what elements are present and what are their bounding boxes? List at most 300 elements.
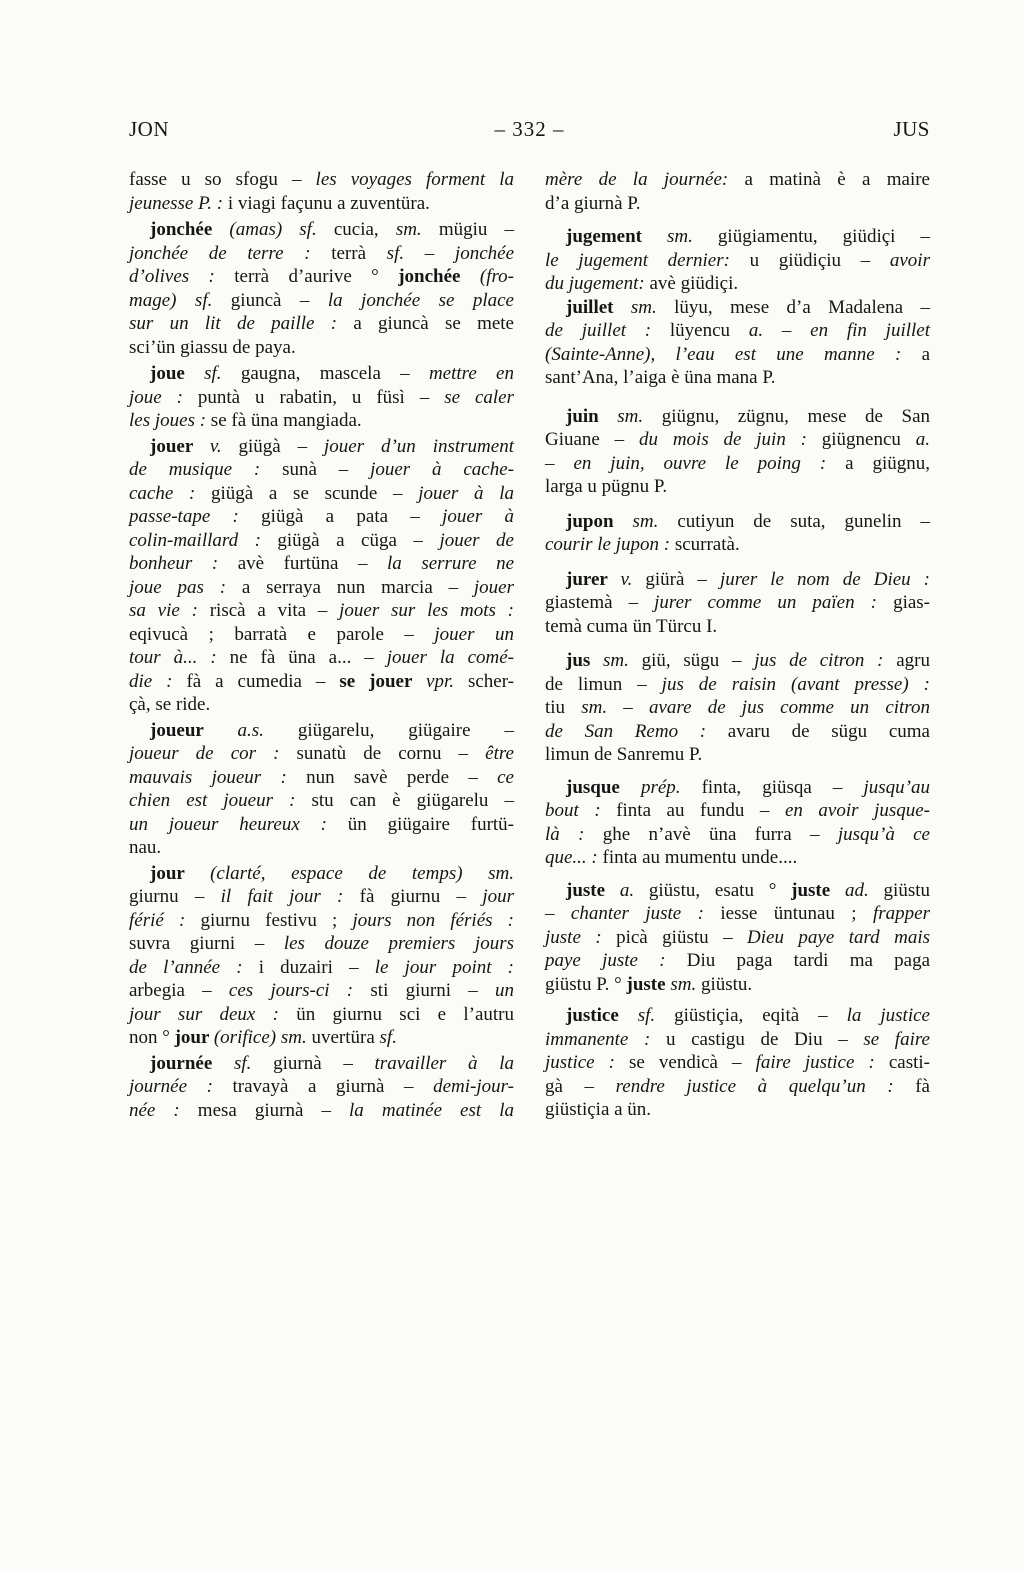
text-columns bbox=[129, 168, 930, 1122]
headword: jupon bbox=[566, 510, 633, 532]
text-segment: giügà a pata – bbox=[261, 506, 443, 527]
text-segment: u giüdiçiu – bbox=[749, 249, 890, 271]
text-segment: là : bbox=[545, 823, 603, 845]
text-segment: terrà d’aurive ° bbox=[234, 266, 399, 287]
text-segment: jonchée bbox=[454, 242, 514, 264]
text-segment: d’a giurnà P. bbox=[545, 192, 641, 214]
text-segment: temà cuma ün Türcu I. bbox=[545, 615, 718, 637]
text-segment: jus de raisin (avant presse) : bbox=[661, 673, 930, 695]
left-column bbox=[129, 168, 514, 1122]
text-segment: – bbox=[424, 242, 455, 264]
headword: jour bbox=[174, 1027, 214, 1048]
text-line bbox=[129, 909, 514, 933]
text-segment: joue : bbox=[129, 386, 198, 408]
text-segment: giastemà – bbox=[545, 592, 655, 613]
text-segment: jouer à la bbox=[418, 482, 514, 504]
text-segment: a. bbox=[748, 320, 782, 341]
text-line bbox=[129, 623, 514, 647]
text-segment: frapper bbox=[872, 903, 930, 924]
text-segment: a bbox=[921, 343, 930, 365]
text-segment: (Sainte-Anne), l’eau est une manne : bbox=[545, 343, 922, 365]
text-segment: finta au fundu – bbox=[616, 800, 785, 821]
text-segment: a. bbox=[619, 879, 649, 901]
text-line bbox=[545, 343, 930, 367]
text-segment: v. bbox=[620, 568, 646, 590]
text-line bbox=[129, 813, 514, 837]
text-segment: (orifice) sm. bbox=[213, 1027, 312, 1048]
text-segment: la matinée est la bbox=[349, 1099, 514, 1121]
text-segment: cache : bbox=[129, 482, 212, 504]
headword: joueur bbox=[150, 719, 238, 741]
headword: justice bbox=[566, 1005, 638, 1026]
text-line bbox=[129, 576, 514, 600]
text-segment: sti giurni – bbox=[370, 980, 495, 1001]
text-segment: ce bbox=[497, 766, 514, 788]
text-segment: la justice bbox=[846, 1005, 930, 1026]
text-line bbox=[129, 218, 514, 242]
text-segment: jour bbox=[482, 886, 515, 907]
text-line bbox=[545, 799, 930, 823]
text-line bbox=[129, 1075, 514, 1099]
text-segment: sur un lit de paille : bbox=[129, 313, 354, 334]
text-line bbox=[129, 312, 514, 336]
text-line bbox=[129, 505, 514, 529]
text-segment: fà a cumedia – bbox=[186, 670, 340, 692]
text-segment: jours non fériés : bbox=[352, 909, 514, 931]
text-segment: juste : bbox=[545, 926, 617, 948]
text-line bbox=[545, 879, 930, 903]
text-segment: passe-tape : bbox=[129, 506, 262, 527]
dictionary-entry bbox=[129, 435, 514, 717]
text-segment: – bbox=[623, 697, 649, 718]
text-segment: sm. bbox=[667, 226, 718, 247]
text-segment: le jugement dernier: bbox=[545, 249, 750, 271]
text-segment: giügnencu bbox=[821, 429, 916, 450]
headword: joue bbox=[150, 363, 205, 384]
text-segment: jus de citron : bbox=[754, 650, 897, 671]
text-segment: Diu paga tardi ma paga bbox=[686, 950, 931, 971]
text-segment: i duzairi – bbox=[258, 956, 375, 978]
text-segment: i viagi façunu a zuventüra. bbox=[227, 192, 430, 214]
text-segment: immanente : bbox=[545, 1028, 666, 1050]
text-segment: jeunesse P. : bbox=[129, 192, 228, 214]
text-line bbox=[545, 319, 930, 343]
headword: juin bbox=[566, 405, 618, 427]
dictionary-entry bbox=[129, 168, 514, 215]
text-segment: être bbox=[485, 743, 514, 764]
text-segment: finta, giüsqa – bbox=[701, 776, 864, 798]
text-segment: giürà – bbox=[645, 568, 720, 590]
text-segment: sf. bbox=[386, 242, 425, 264]
text-line bbox=[545, 1028, 930, 1052]
text-segment: jouer sur les mots : bbox=[339, 600, 514, 621]
text-segment: giüstiçia a ün. bbox=[545, 1099, 652, 1120]
headword: juste bbox=[566, 879, 620, 901]
page-content bbox=[129, 117, 930, 1122]
text-segment: en juin, ouvre le poing : bbox=[573, 452, 846, 474]
text-segment: casti- bbox=[888, 1052, 930, 1073]
page-header bbox=[129, 117, 930, 142]
text-line bbox=[129, 836, 514, 860]
text-segment: bonheur : bbox=[129, 553, 238, 574]
text-segment: sa vie : bbox=[129, 600, 210, 621]
text-segment: jouer à cache- bbox=[370, 459, 514, 480]
text-segment: sm. bbox=[630, 296, 675, 318]
headword: jonchée bbox=[150, 219, 230, 240]
headword: jour bbox=[150, 862, 211, 884]
text-segment: de limun – bbox=[545, 673, 662, 695]
text-line bbox=[545, 846, 930, 870]
headword: jugement bbox=[566, 226, 668, 247]
text-segment: avoir bbox=[889, 249, 930, 271]
text-segment: bout : bbox=[545, 800, 617, 821]
text-segment: larga u pügnu P. bbox=[545, 476, 668, 497]
text-segment: colin-maillard : bbox=[129, 529, 278, 551]
text-segment: sm. bbox=[617, 405, 662, 427]
text-line bbox=[129, 1099, 514, 1123]
header-guide-word-left: JON bbox=[129, 117, 170, 141]
text-segment: la jonchée se place bbox=[327, 289, 514, 311]
text-line bbox=[129, 766, 514, 790]
text-line bbox=[129, 789, 514, 813]
text-line bbox=[545, 902, 930, 926]
text-segment: lüyencu bbox=[669, 320, 749, 341]
text-segment: giügnu, zügnu, mese de San bbox=[661, 405, 930, 427]
text-line bbox=[545, 405, 930, 429]
text-segment: mettre en bbox=[428, 363, 514, 384]
text-segment: uvertüra bbox=[311, 1027, 380, 1048]
text-segment: terrà bbox=[331, 242, 387, 264]
text-segment: giü, sügu – bbox=[641, 650, 755, 671]
text-segment: Dieu paye tard mais bbox=[747, 926, 930, 948]
text-segment: v. bbox=[209, 435, 239, 457]
text-segment: ün giurnu sci e l’autru bbox=[296, 1003, 515, 1025]
text-segment: sf. bbox=[379, 1027, 397, 1048]
text-line bbox=[545, 1075, 930, 1099]
text-segment: – bbox=[781, 320, 811, 341]
text-segment: u castigu de Diu – bbox=[665, 1028, 864, 1050]
text-line bbox=[545, 649, 930, 673]
text-line bbox=[129, 362, 514, 386]
text-line bbox=[129, 552, 514, 576]
text-segment: sunatù de cornu – bbox=[296, 743, 486, 764]
text-segment: mage) sf. bbox=[129, 289, 231, 311]
text-segment: du mois de juin : bbox=[639, 429, 822, 450]
right-column bbox=[545, 168, 930, 1122]
text-segment: que... : bbox=[545, 847, 603, 868]
text-segment: se fà üna mangiada. bbox=[210, 410, 362, 431]
text-segment: mauvais joueur : bbox=[129, 766, 307, 788]
text-line bbox=[129, 599, 514, 623]
text-line bbox=[545, 192, 930, 216]
dictionary-entry bbox=[129, 362, 514, 433]
text-line bbox=[129, 265, 514, 289]
text-segment: ghe n’avè üna furra – bbox=[602, 823, 838, 845]
text-segment: jouer d’un instrument bbox=[323, 435, 514, 457]
headword: juillet bbox=[566, 296, 631, 318]
text-segment: jouer un bbox=[434, 623, 514, 645]
text-segment: a serraya nun marcia – bbox=[241, 576, 474, 598]
text-segment: iesse üntunau ; bbox=[720, 903, 873, 924]
text-segment: (amas) sf. bbox=[229, 219, 334, 240]
text-segment: se vendicà – bbox=[629, 1052, 756, 1073]
text-segment: scurratà. bbox=[674, 534, 740, 555]
dictionary-entry bbox=[545, 296, 930, 390]
text-line bbox=[129, 336, 514, 360]
text-segment: prép. bbox=[640, 776, 702, 798]
text-segment: stu can è giügarelu – bbox=[311, 790, 514, 811]
dictionary-entry bbox=[545, 879, 930, 997]
text-segment: giüstu. bbox=[700, 973, 753, 995]
text-line bbox=[545, 776, 930, 800]
text-line bbox=[129, 1052, 514, 1076]
text-segment: ces jours-ci : bbox=[228, 980, 371, 1001]
text-segment: joueur de cor : bbox=[129, 743, 297, 764]
text-line bbox=[129, 1003, 514, 1027]
text-segment: chanter juste : bbox=[570, 903, 721, 924]
text-line bbox=[545, 823, 930, 847]
text-segment: née : bbox=[129, 1099, 198, 1121]
text-line bbox=[129, 242, 514, 266]
text-segment: (clarté, espace de temps) sm. bbox=[210, 862, 514, 884]
text-segment: gà – bbox=[545, 1075, 616, 1097]
text-line bbox=[545, 926, 930, 950]
text-segment: a giügnu, bbox=[845, 452, 930, 474]
text-segment: gaugna, mascela – bbox=[240, 363, 429, 384]
text-line bbox=[129, 289, 514, 313]
text-segment: travayà a giurnà – bbox=[232, 1076, 434, 1097]
text-line bbox=[129, 719, 514, 743]
text-segment: picà giüstu – bbox=[616, 926, 748, 948]
text-line bbox=[545, 475, 930, 499]
text-line bbox=[129, 862, 514, 886]
text-segment: de juillet : bbox=[545, 320, 670, 341]
text-line bbox=[545, 452, 930, 476]
text-segment: mügiu – bbox=[438, 219, 514, 240]
text-segment: agru bbox=[896, 650, 930, 671]
text-line bbox=[129, 979, 514, 1003]
text-line bbox=[545, 1051, 930, 1075]
text-segment: joue pas : bbox=[129, 576, 242, 598]
text-segment: a.s. bbox=[237, 719, 298, 741]
text-segment: jour sur deux : bbox=[129, 1003, 297, 1025]
text-segment: courir le jupon : bbox=[545, 534, 675, 555]
text-line bbox=[129, 192, 514, 216]
text-segment: sf. bbox=[204, 363, 241, 384]
text-segment: ad. bbox=[845, 879, 884, 901]
text-line bbox=[545, 673, 930, 697]
header-guide-word-right: JUS bbox=[893, 117, 930, 141]
text-segment: le jour point : bbox=[374, 956, 514, 978]
text-segment: la serrure ne bbox=[387, 553, 515, 574]
text-segment: ün giügaire furtü- bbox=[347, 813, 514, 835]
text-segment: en fin juillet bbox=[810, 320, 931, 341]
headword: jonchée bbox=[398, 266, 480, 287]
text-line bbox=[545, 1004, 930, 1028]
text-line bbox=[545, 168, 930, 192]
text-line bbox=[545, 720, 930, 744]
text-segment: sm. bbox=[632, 510, 678, 532]
text-line bbox=[545, 272, 930, 296]
text-segment: non ° bbox=[129, 1027, 175, 1048]
text-segment: giüstu P. ° bbox=[545, 973, 627, 995]
text-segment: giügà a se scunde – bbox=[211, 482, 419, 504]
text-segment: jouer de bbox=[439, 529, 514, 551]
dictionary-entry bbox=[545, 1004, 930, 1122]
text-line bbox=[129, 386, 514, 410]
text-segment: Giuane – bbox=[545, 429, 639, 450]
text-segment: vpr. bbox=[426, 670, 468, 692]
text-segment: jonchée de terre : bbox=[129, 242, 332, 264]
text-segment: sf. bbox=[233, 1052, 274, 1074]
text-line bbox=[129, 932, 514, 956]
dictionary-entry bbox=[545, 405, 930, 499]
text-segment: paye juste : bbox=[545, 950, 687, 971]
text-segment: tour à... : bbox=[129, 647, 230, 668]
dictionary-entry bbox=[129, 218, 514, 359]
dictionary-entry bbox=[545, 776, 930, 870]
text-line bbox=[545, 615, 930, 639]
text-segment: ne fà üna a... – bbox=[229, 647, 387, 668]
text-segment: giurnà – bbox=[273, 1052, 375, 1074]
text-line bbox=[545, 428, 930, 452]
text-segment: journée : bbox=[129, 1076, 233, 1097]
dictionary-entry bbox=[545, 168, 930, 215]
text-segment: (fro- bbox=[479, 266, 514, 287]
text-line bbox=[129, 435, 514, 459]
text-segment: arbegia – bbox=[129, 980, 229, 1001]
text-line bbox=[129, 646, 514, 670]
text-line bbox=[129, 956, 514, 980]
text-segment: sm. bbox=[581, 697, 624, 718]
text-line bbox=[545, 696, 930, 720]
text-segment: nun savè perde – bbox=[306, 766, 498, 788]
text-line bbox=[129, 885, 514, 909]
text-segment: cucia, bbox=[333, 219, 396, 240]
text-segment: justice : bbox=[545, 1052, 630, 1073]
headword: juste bbox=[626, 973, 671, 995]
text-segment: giügiamentu, giüdiçi – bbox=[717, 226, 930, 247]
text-line bbox=[545, 743, 930, 767]
text-segment: giügà – bbox=[238, 435, 324, 457]
text-segment: – bbox=[545, 903, 571, 924]
text-segment: se faire bbox=[863, 1028, 930, 1050]
text-segment: giüstu, esatu ° bbox=[648, 879, 792, 901]
text-line bbox=[545, 973, 930, 997]
text-segment: férié : bbox=[129, 909, 201, 931]
text-segment: cutiyun de suta, gunelin – bbox=[677, 510, 930, 532]
text-line bbox=[545, 591, 930, 615]
text-segment: sf. bbox=[637, 1005, 675, 1026]
text-segment: avare de jus comme un citron bbox=[648, 697, 930, 718]
text-segment: giurnu festivu ; bbox=[200, 909, 353, 931]
dictionary-entry bbox=[545, 225, 930, 296]
text-segment: limun de Sanremu P. bbox=[545, 744, 703, 765]
text-line bbox=[129, 670, 514, 694]
text-segment: sci’ün giassu de paya. bbox=[129, 336, 296, 358]
text-segment: jouer bbox=[473, 576, 515, 598]
text-segment: jusqu’au bbox=[863, 776, 930, 798]
text-segment: de San Remo : bbox=[545, 720, 728, 742]
text-segment: çà, se ride. bbox=[129, 694, 211, 715]
text-segment: rendre justice à quelqu’un : bbox=[615, 1075, 916, 1097]
text-segment: giügarelu, giügaire – bbox=[297, 719, 514, 741]
text-segment: les douze premiers jours bbox=[283, 933, 514, 954]
page-number: – 332 – bbox=[494, 117, 565, 141]
text-segment: a giuncà se mete bbox=[353, 313, 514, 334]
text-segment: – bbox=[545, 452, 574, 474]
text-segment: jouer à bbox=[442, 506, 515, 527]
headword: se jouer bbox=[339, 670, 427, 692]
text-segment: les joues : bbox=[129, 410, 211, 431]
headword: juste bbox=[791, 879, 845, 901]
text-segment: se caler bbox=[444, 386, 514, 408]
text-segment: sm. bbox=[603, 650, 642, 671]
text-segment: d’olives : bbox=[129, 266, 235, 287]
text-line bbox=[129, 1026, 514, 1050]
text-segment: lüyu, mese d’a Madalena – bbox=[674, 296, 930, 318]
text-segment: un bbox=[495, 980, 514, 1001]
text-segment: chien est joueur : bbox=[129, 790, 312, 811]
dictionary-entry bbox=[545, 568, 930, 639]
text-segment: les voyages forment la bbox=[315, 169, 514, 190]
text-segment: avè giüdiçi. bbox=[649, 273, 739, 294]
text-line bbox=[129, 482, 514, 506]
dictionary-entry bbox=[129, 1052, 514, 1123]
text-line bbox=[129, 409, 514, 433]
headword: jus bbox=[566, 650, 604, 671]
text-segment: sm. bbox=[670, 973, 701, 995]
text-line bbox=[545, 949, 930, 973]
text-line bbox=[545, 510, 930, 534]
text-line bbox=[545, 1098, 930, 1122]
text-segment: faire justice : bbox=[755, 1052, 889, 1073]
headword: jouer bbox=[150, 435, 210, 457]
text-segment: fà bbox=[915, 1075, 930, 1097]
text-segment: giügà a cüga – bbox=[277, 529, 440, 551]
text-segment: fà giurnu – bbox=[359, 886, 483, 907]
text-segment: demi-jour- bbox=[433, 1076, 514, 1097]
dictionary-entry bbox=[545, 649, 930, 767]
text-segment: avè furtüna – bbox=[237, 553, 388, 574]
text-segment: die : bbox=[129, 670, 187, 692]
text-segment: scher- bbox=[467, 670, 514, 692]
text-segment: giurnu – bbox=[129, 886, 221, 907]
text-line bbox=[129, 168, 514, 192]
text-line bbox=[129, 529, 514, 553]
text-segment: sm. bbox=[395, 219, 439, 240]
text-segment: finta au mumentu unde.... bbox=[602, 847, 798, 868]
text-segment: suvra giurni – bbox=[129, 933, 284, 954]
text-segment: en avoir jusque- bbox=[784, 800, 931, 821]
text-segment: a. bbox=[915, 429, 930, 450]
text-line bbox=[545, 225, 930, 249]
text-segment: de musique : bbox=[129, 459, 283, 480]
text-segment: jouer la comé- bbox=[386, 647, 514, 668]
text-line bbox=[129, 742, 514, 766]
text-segment: a matinà è a maire bbox=[744, 169, 930, 190]
headword: jusque bbox=[566, 776, 641, 798]
dictionary-entry bbox=[129, 862, 514, 1050]
text-segment: eqivucà ; barratà e parole – bbox=[129, 623, 435, 645]
text-segment: jusqu’à ce bbox=[837, 823, 930, 845]
text-segment: mesa giurnà – bbox=[197, 1099, 350, 1121]
text-segment: mère de la journée: bbox=[545, 169, 745, 190]
text-segment: tiu bbox=[545, 697, 582, 718]
text-segment: puntà u rabatin, u füsì – bbox=[197, 386, 445, 408]
text-line bbox=[545, 533, 930, 557]
text-segment: riscà a vita – bbox=[209, 600, 340, 621]
